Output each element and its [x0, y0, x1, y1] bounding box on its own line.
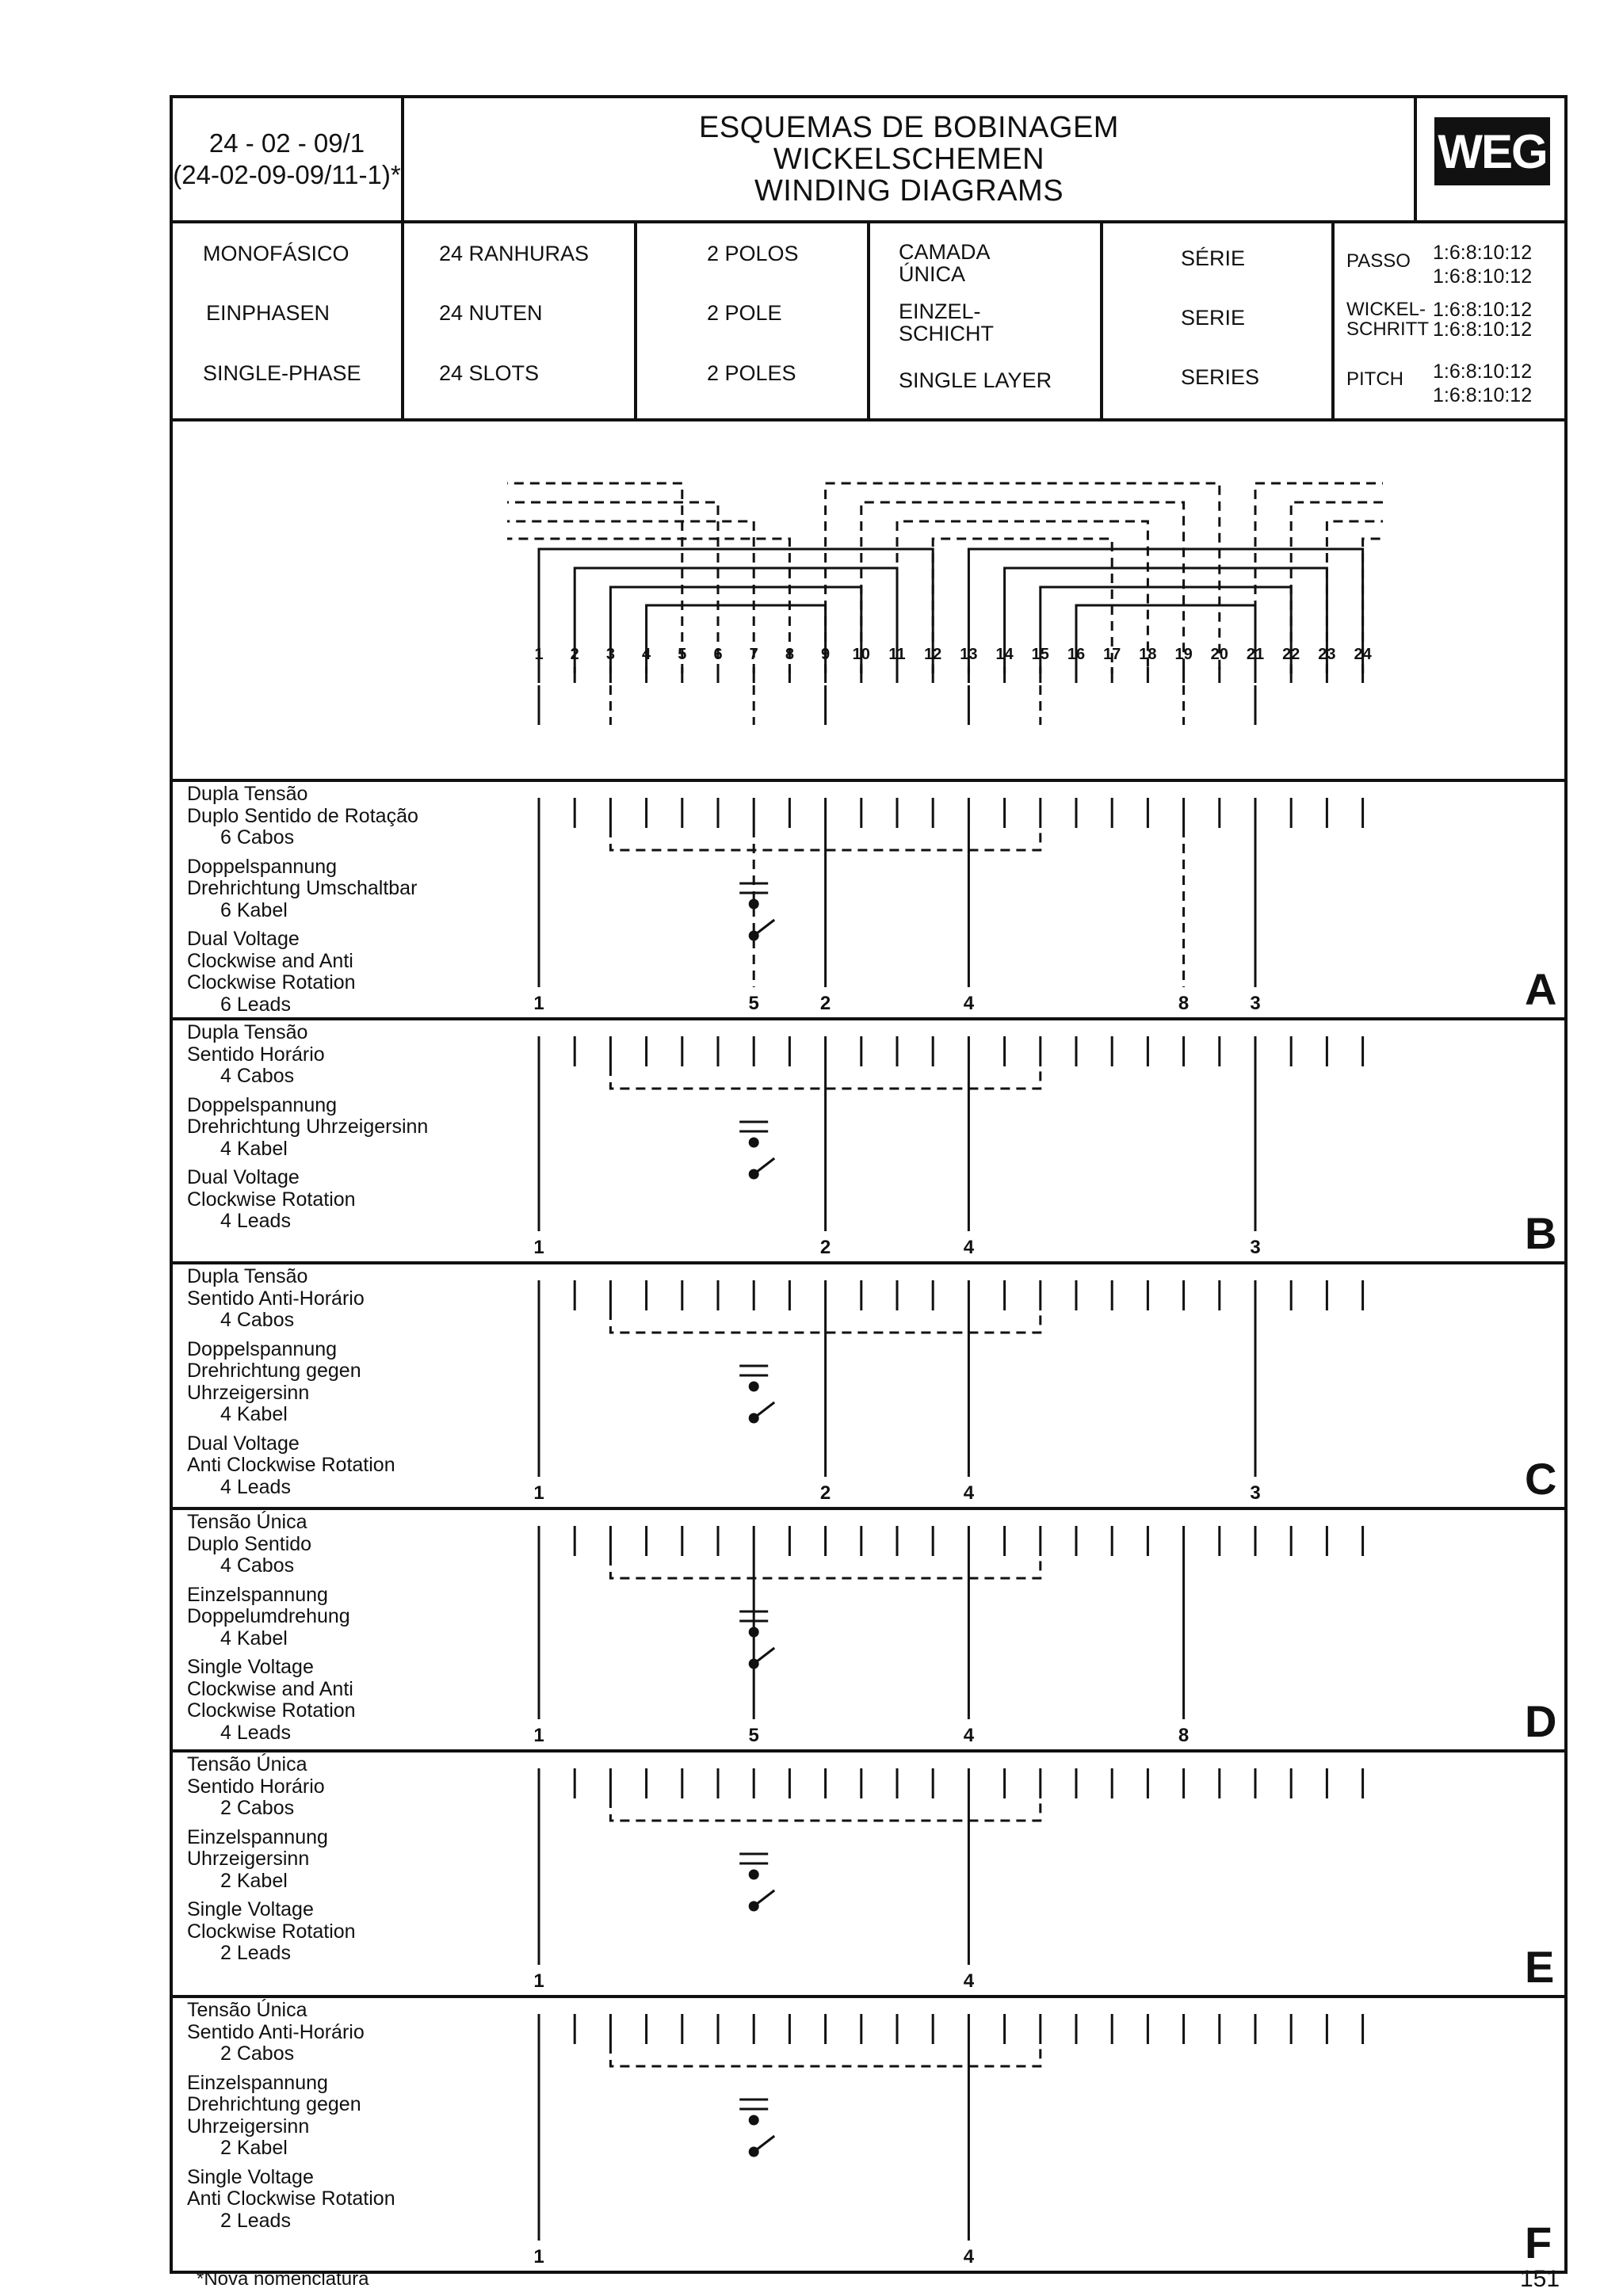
- panel-letter-f: F: [1525, 2218, 1552, 2267]
- slot-number-11: 11: [888, 646, 906, 663]
- panel-f-label-line-5: Drehrichtung gegen: [187, 2093, 361, 2115]
- pitch-label-de-2: SCHRITT: [1346, 318, 1429, 340]
- panel-e-lead-numbers: [533, 1970, 974, 1992]
- panel-c-label-line-1: Dupla Tensão: [187, 1265, 308, 1287]
- panel-f-label-line-2: Sentido Anti-Horário: [187, 2020, 365, 2043]
- pitch-label-en: PITCH: [1346, 368, 1403, 390]
- panel-a-lead-number-8: 8: [1178, 993, 1190, 1014]
- panel-d-label-line-3: 4 Cabos: [220, 1554, 295, 1577]
- panel-f-switch-contact-1: [750, 2116, 758, 2124]
- panel-e-label-line-8: Clockwise Rotation: [187, 1920, 356, 1943]
- spec-slots-en: 24 SLOTS: [439, 361, 540, 385]
- panel-d-label-line-8: Clockwise and Anti: [187, 1677, 353, 1700]
- panel-a-label-line-6: 6 Kabel: [220, 898, 288, 921]
- panel-a-label-line-5: Drehrichtung Umschaltbar: [187, 877, 418, 899]
- slot-number-9: 9: [821, 646, 831, 663]
- slot-number-15: 15: [1031, 646, 1049, 663]
- panel-b-lead-number-1: 1: [533, 1237, 544, 1258]
- slot-number-19: 19: [1174, 646, 1193, 663]
- spec-layer-pt-1: CAMADA: [899, 240, 991, 264]
- spec-connection-de: SERIE: [1181, 306, 1246, 330]
- panel-d-label-line-4: Einzelspannung: [187, 1583, 328, 1606]
- pitch-value-en-1: 1:6:8:10:12: [1433, 360, 1533, 383]
- panel-b-lead-number-3: 3: [1250, 1237, 1261, 1258]
- pitch-label-pt: PASSO: [1346, 250, 1411, 272]
- slot-number-17: 17: [1103, 646, 1121, 663]
- panel-letter-e: E: [1525, 1942, 1555, 1992]
- panel-e-label-line-5: Uhrzeigersinn: [187, 1848, 310, 1870]
- panel-wiring-c: [539, 1280, 1363, 1477]
- panel-f-lead-number-4: 4: [963, 2246, 975, 2267]
- spec-phase-en: SINGLE-PHASE: [203, 361, 361, 385]
- panel-b-label-line-2: Sentido Horário: [187, 1043, 325, 1066]
- slot-number-10: 10: [852, 646, 870, 663]
- panel-e-label-line-3: 2 Cabos: [220, 1797, 295, 1819]
- panel-c-label-line-2: Sentido Anti-Horário: [187, 1287, 365, 1310]
- slot-number-13: 13: [960, 646, 978, 663]
- panel-d-switch-contact-2: [750, 1660, 758, 1668]
- slot-number-1: 1: [534, 646, 544, 663]
- panel-d-switch-contact-1: [750, 1628, 758, 1636]
- panel-a-lead-number-3: 3: [1250, 993, 1261, 1014]
- panel-d-lead-numbers: [533, 1725, 1189, 1746]
- panel-d-lead-number-5: 5: [748, 1725, 759, 1746]
- panel-a-lead-number-5: 5: [748, 993, 759, 1014]
- panel-a-lead-number-2: 2: [819, 993, 831, 1014]
- panel-b-label-line-8: Clockwise Rotation: [187, 1188, 356, 1211]
- spec-connection-pt: SÉRIE: [1181, 246, 1246, 270]
- panel-c-lead-number-1: 1: [533, 1482, 544, 1504]
- slot-number-3: 3: [605, 646, 615, 663]
- panel-d-label-line-1: Tensão Única: [187, 1511, 307, 1533]
- panel-f-bridge: [610, 2044, 1040, 2066]
- panel-a-label-line-4: Doppelspannung: [187, 855, 338, 878]
- panel-c-label-line-5: Drehrichtung gegen: [187, 1360, 361, 1382]
- spec-phase-de: EINPHASEN: [206, 301, 330, 325]
- pitch-value-de-2: 1:6:8:10:12: [1433, 318, 1533, 341]
- panel-f-label-line-1: Tensão Única: [187, 1999, 307, 2021]
- panel-a-label-line-2: Duplo Sentido de Rotação: [187, 804, 418, 827]
- panel-d-lead-number-4: 4: [963, 1725, 975, 1746]
- panel-c-label-line-3: 4 Cabos: [220, 1309, 295, 1331]
- panel-f-lead-number-1: 1: [533, 2246, 544, 2267]
- spec-phase-pt: MONOFÁSICO: [203, 242, 349, 265]
- panel-f-lead-numbers: [533, 2246, 974, 2267]
- panel-f-label-line-8: Single Voltage: [187, 2165, 314, 2188]
- panel-b-lead-number-4: 4: [963, 1237, 975, 1258]
- spec-poles-de: 2 POLE: [707, 301, 782, 325]
- pitch-label-de-1: WICKEL-: [1346, 299, 1426, 320]
- panel-f-label-line-6: Uhrzeigersinn: [187, 2115, 310, 2138]
- panel-c-label-line-8: Dual Voltage: [187, 1432, 300, 1455]
- spec-layer-en: SINGLE LAYER: [899, 368, 1052, 392]
- pitch-value-de-1: 1:6:8:10:12: [1433, 299, 1533, 321]
- panel-a-switch-contact-2: [750, 932, 758, 940]
- spec-slots-de: 24 NUTEN: [439, 301, 543, 325]
- spec-slots-pt: 24 RANHURAS: [439, 242, 590, 265]
- diagram-code-main: 24 - 02 - 09/1: [208, 128, 365, 158]
- pitch-value-pt-2: 1:6:8:10:12: [1433, 265, 1533, 288]
- panel-a-label-line-3: 6 Cabos: [220, 826, 295, 849]
- panel-f-label-line-4: Einzelspannung: [187, 2071, 328, 2094]
- panel-b-label-line-7: Dual Voltage: [187, 1166, 300, 1188]
- panel-d-label-line-6: 4 Kabel: [220, 1627, 288, 1650]
- panel-b-label-line-3: 4 Cabos: [220, 1065, 295, 1087]
- panel-d-label-line-10: 4 Leads: [220, 1721, 291, 1744]
- panel-a-switch-contact-1: [750, 900, 758, 908]
- panel-e-label-line-1: Tensão Única: [187, 1753, 307, 1775]
- slot-number-23: 23: [1318, 646, 1336, 663]
- panel-wiring-f: [539, 2014, 1363, 2241]
- panel-a-label-line-1: Dupla Tensão: [187, 783, 308, 805]
- panel-wiring-b: [539, 1036, 1363, 1231]
- panel-a-lead-number-1: 1: [533, 993, 544, 1014]
- panel-b-label-line-9: 4 Leads: [220, 1210, 291, 1232]
- panel-a-label-line-10: 6 Leads: [220, 993, 291, 1016]
- panel-f-label-line-10: 2 Leads: [220, 2209, 291, 2232]
- spec-layer-de-1: EINZEL-: [899, 299, 981, 323]
- panel-d-label-line-5: Doppelumdrehung: [187, 1605, 350, 1627]
- panel-e-switch-contact-1: [750, 1871, 758, 1878]
- panel-a-label-line-9: Clockwise Rotation: [187, 971, 356, 994]
- pitch-value-pt-1: 1:6:8:10:12: [1433, 242, 1533, 264]
- spec-poles-en: 2 POLES: [707, 361, 796, 385]
- panel-a-lead-number-4: 4: [963, 993, 975, 1014]
- spec-poles-pt: 2 POLOS: [707, 242, 799, 265]
- panel-b-label-line-6: 4 Kabel: [220, 1137, 288, 1160]
- panel-f-label-line-3: 2 Cabos: [220, 2042, 295, 2065]
- panel-b-lead-number-2: 2: [819, 1237, 831, 1258]
- panel-wiring-d: [539, 1526, 1363, 1719]
- panel-wiring-a: [539, 798, 1363, 987]
- pitch-value-en-2: 1:6:8:10:12: [1433, 384, 1533, 406]
- panel-f-label-line-9: Anti Clockwise Rotation: [187, 2187, 395, 2210]
- panel-c-switch-contact-2: [750, 1414, 758, 1422]
- slot-number-24: 24: [1354, 646, 1372, 663]
- slot-number-14: 14: [995, 646, 1014, 663]
- spec-connection-en: SERIES: [1181, 365, 1260, 389]
- slot-number-8: 8: [785, 646, 794, 663]
- panel-c-label-line-6: Uhrzeigersinn: [187, 1381, 310, 1404]
- panel-c-lead-number-4: 4: [963, 1482, 975, 1504]
- page-number: 151: [1520, 2266, 1560, 2292]
- panel-c-label-line-4: Doppelspannung: [187, 1337, 338, 1360]
- diagram-code-alt: (24-02-09-09/11-1)*: [173, 160, 401, 189]
- slot-number-5: 5: [678, 646, 687, 663]
- panel-c-lead-number-3: 3: [1250, 1482, 1261, 1504]
- panel-e-bridge: [610, 1798, 1040, 1821]
- panel-d-label-line-7: Single Voltage: [187, 1656, 314, 1678]
- panel-c-label-line-7: 4 Kabel: [220, 1403, 288, 1425]
- panel-d-lead-number-1: 1: [533, 1725, 544, 1746]
- panel-b-label-line-5: Drehrichtung Uhrzeigersinn: [187, 1116, 429, 1138]
- panel-a-label-line-8: Clockwise and Anti: [187, 949, 353, 972]
- panel-letter-a: A: [1525, 964, 1557, 1014]
- spec-layer-de-2: SCHICHT: [899, 322, 994, 345]
- panel-c-label-line-9: Anti Clockwise Rotation: [187, 1454, 395, 1476]
- panel-b-switch-contact-1: [750, 1138, 758, 1146]
- slot-number-22: 22: [1282, 646, 1300, 663]
- panel-c-label-line-10: 4 Leads: [220, 1475, 291, 1498]
- panel-letter-d: D: [1525, 1696, 1557, 1746]
- panel-e-label-line-7: Single Voltage: [187, 1898, 314, 1920]
- title-pt: ESQUEMAS DE BOBINAGEM: [699, 111, 1119, 144]
- panel-e-label-line-2: Sentido Horário: [187, 1775, 325, 1798]
- panel-b-label-line-4: Doppelspannung: [187, 1093, 338, 1116]
- panel-c-lead-numbers: [533, 1482, 1260, 1504]
- panel-d-bridge: [610, 1556, 1040, 1578]
- slot-number-20: 20: [1210, 646, 1228, 663]
- panel-wiring-e: [539, 1768, 1363, 1965]
- panel-d-lead-number-8: 8: [1178, 1725, 1190, 1746]
- weg-logo: WEG: [1434, 117, 1550, 185]
- slot-number-6: 6: [713, 646, 723, 663]
- panel-e-label-line-4: Einzelspannung: [187, 1825, 328, 1848]
- panel-d-label-line-9: Clockwise Rotation: [187, 1699, 356, 1722]
- panel-f-label-line-7: 2 Kabel: [220, 2137, 288, 2159]
- panel-e-lead-number-4: 4: [963, 1970, 975, 1992]
- panel-f-switch-contact-2: [750, 2148, 758, 2156]
- panel-e-label-line-6: 2 Kabel: [220, 1869, 288, 1892]
- panel-a-label-line-7: Dual Voltage: [187, 928, 300, 950]
- panel-c-lead-number-2: 2: [819, 1482, 831, 1504]
- slot-number-2: 2: [570, 646, 579, 663]
- slot-number-16: 16: [1067, 646, 1086, 663]
- spec-layer-pt-2: ÚNICA: [899, 262, 966, 286]
- panel-a-lead-numbers: [533, 993, 1260, 1014]
- panel-b-lead-numbers: [533, 1237, 1260, 1258]
- panel-e-switch-contact-2: [750, 1902, 758, 1910]
- panel-e-label-line-9: 2 Leads: [220, 1942, 291, 1964]
- slot-number-21: 21: [1246, 646, 1265, 663]
- panel-e-lead-number-1: 1: [533, 1970, 544, 1992]
- slot-number-18: 18: [1139, 646, 1157, 663]
- slot-number-4: 4: [642, 646, 651, 663]
- title-en: WINDING DIAGRAMS: [754, 174, 1064, 208]
- panel-b-label-line-1: Dupla Tensão: [187, 1021, 308, 1043]
- title-de: WICKELSCHEMEN: [773, 143, 1045, 176]
- panel-letter-b: B: [1525, 1208, 1557, 1258]
- panel-b-switch-contact-2: [750, 1170, 758, 1178]
- slot-number-12: 12: [924, 646, 942, 663]
- panel-letter-c: C: [1525, 1454, 1557, 1504]
- footnote: *Nova nomenclatura: [197, 2268, 369, 2290]
- slot-number-7: 7: [749, 646, 758, 663]
- panel-d-label-line-2: Duplo Sentido: [187, 1532, 312, 1555]
- panel-c-switch-contact-1: [750, 1383, 758, 1390]
